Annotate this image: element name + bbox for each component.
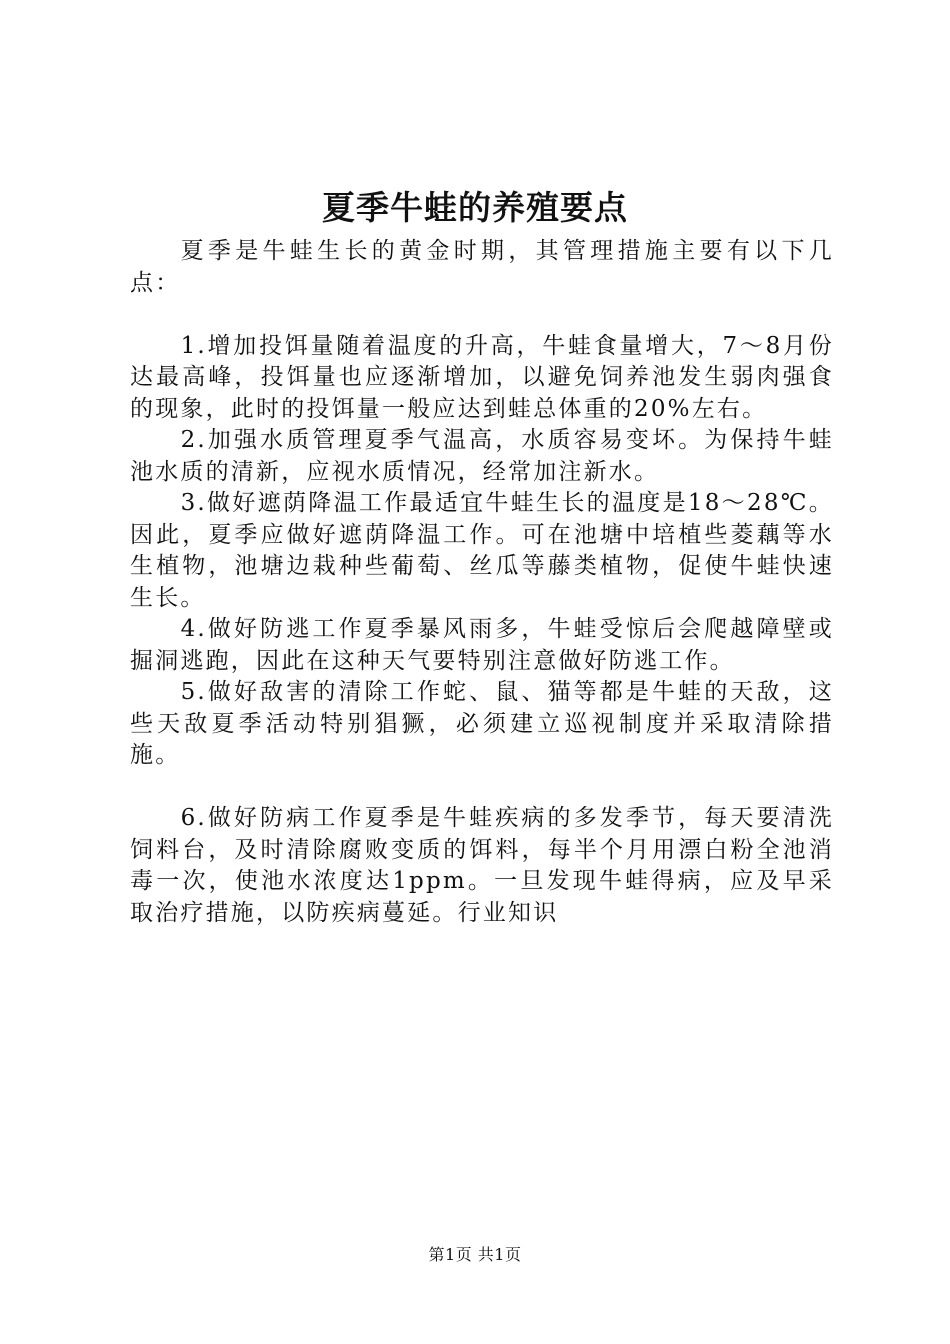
intro-paragraph: 夏季是牛蛙生长的黄金时期，其管理措施主要有以下几点：: [130, 238, 834, 296]
paragraph-1: 1.增加投饵量随着温度的升高，牛蛙食量增大，7～8月份达最高峰，投饵量也应逐渐增加，以避免饲养池发生弱肉强食的现象，此时的投饵量一般应达到蛙总体重的20%左右。: [130, 332, 834, 422]
paragraph-6: 6.做好防病工作夏季是牛蛙疾病的多发季节，每天要清洗饲料台，及时清除腐败变质的饵料，每半个月用漂白粉全池消毒一次，使池水浓度达1ppm。一旦发现牛蛙得病，应及早采取治疗措施，以防疾病蔓延。行业知识: [130, 805, 834, 926]
paragraph-4: 4.做好防逃工作夏季暴风雨多，牛蛙受惊后会爬越障壁或掘洞逃跑，因此在这种天气要特别注意做好防逃工作。: [130, 616, 834, 674]
document-title: 夏季牛蛙的养殖要点: [322, 188, 628, 227]
paragraph-2: 2.加强水质管理夏季气温高，水质容易变坏。为保持牛蛙池水质的清新，应视水质情况，经常加注新水。: [130, 427, 834, 485]
page-number-footer: 第1页 共1页: [428, 1245, 522, 1264]
document-body: [130, 236, 834, 929]
paragraph-5: 5.做好敌害的清除工作蛇、鼠、猫等都是牛蛙的天敌，这些天敌夏季活动特别猖獗，必须建立巡视制度并采取清除措施。: [130, 679, 834, 768]
paragraph-3: 3.做好遮荫降温工作最适宜牛蛙生长的温度是18～28℃。因此，夏季应做好遮荫降温工作。可在池塘中培植些菱藕等水生植物，池塘边栽种些葡萄、丝瓜等藤类植物，促使牛蛙快速生长。: [130, 490, 834, 611]
